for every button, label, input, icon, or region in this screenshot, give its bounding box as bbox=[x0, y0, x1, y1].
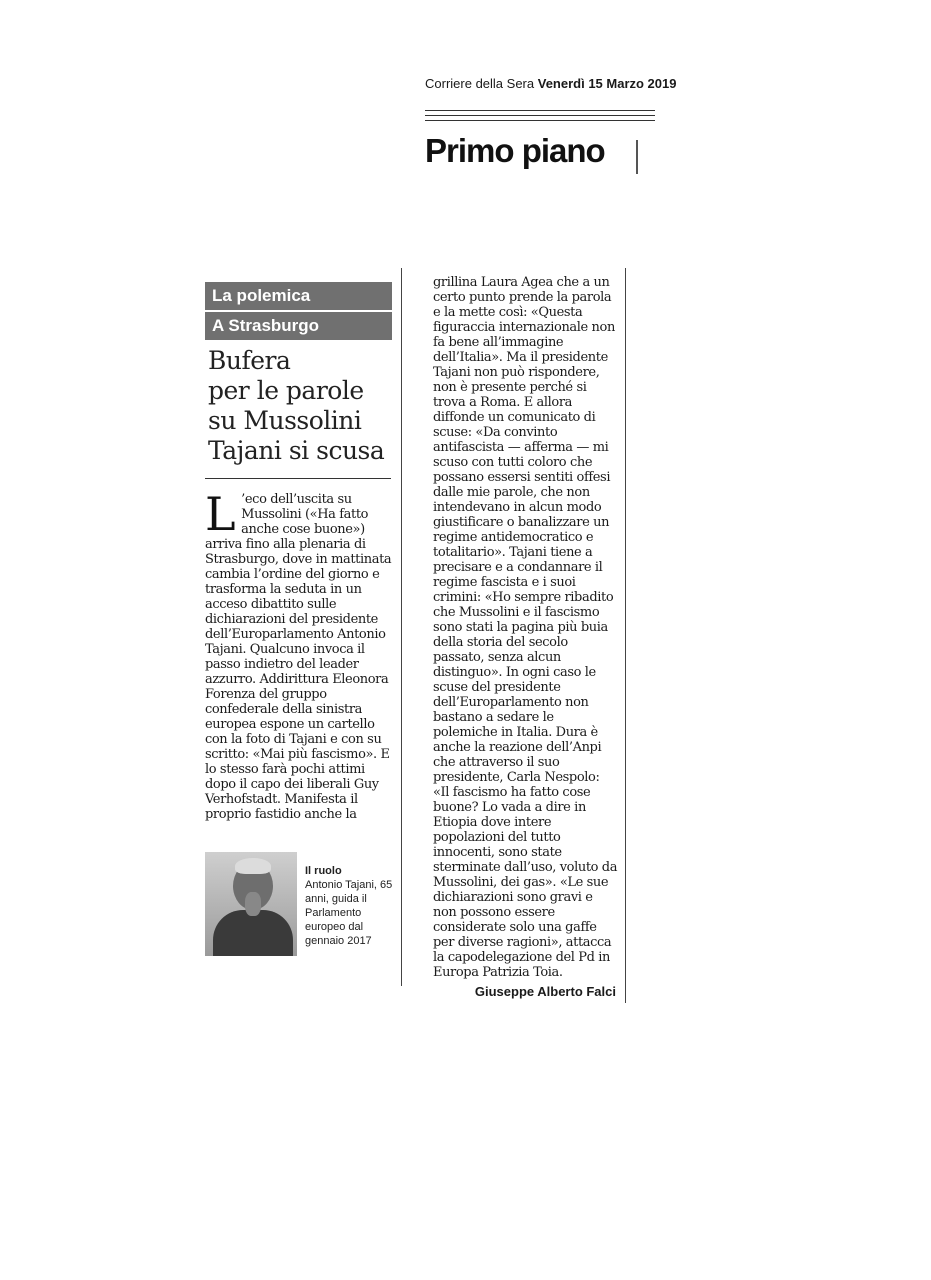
article-text-2: grillina Laura Agea che a un certo punto prende la parola e la mette così: «Questa figuraccia internazionale non fa bene all’immagine dell’Italia». Ma il presidente Tajani non può rispondere, non è presente perché si trova a Roma. E allora diffonde un comunicato di scuse: «Da convinto antifascista — afferma — mi scuso con tutti coloro che possano essersi sentiti offesi dalle mie parole, che non intendevano in alcun modo giustificare o banalizzare un regime antidemocratico e totalitario». Tajani tiene a precisare e a condannare il regime fascista e i suoi crimini: «Ho sempre ribadito che Mussolini e il fascismo sono stati la pagina più buia della storia del secolo passato, senza alcun distinguo». In ogni caso le scuse del presidente dell’Europarlamento non bastano a sedare le polemiche in Italia. Dura è anche la reazione dell’Anpi che attraverso il suo presidente, Carla Nespolo: «Il fascismo ha fatto cose buone? Lo vada a dire in Etiopia dove intere popolazioni del tutto innocenti, sono state sterminate dall’uso, voluto da Mussolini, dei gas». «Le sue dichiarazioni sono gravi e non possono essere considerate solo una gaffe per diverse ragioni», attacca la capodelegazione del Pd in Europa Patrizia Toia. bbox=[433, 275, 618, 980]
kicker-location: A Strasburgo bbox=[205, 312, 392, 340]
column-divider-right bbox=[625, 268, 626, 1003]
section-title: Primo piano bbox=[425, 132, 605, 169]
article-column-1 bbox=[205, 487, 395, 822]
photo-body-shape bbox=[213, 910, 293, 956]
headline-line: Bufera bbox=[208, 346, 291, 375]
headline-divider bbox=[205, 478, 391, 479]
photo-hand-shape bbox=[245, 892, 261, 916]
article-column-2 bbox=[433, 275, 618, 980]
byline: Giuseppe Alberto Falci bbox=[474, 984, 616, 999]
headline-line: su Mussolini bbox=[208, 406, 362, 435]
issue-date: Venerdì 15 Marzo 2019 bbox=[537, 76, 677, 91]
caption-title: Il ruolo bbox=[305, 865, 342, 877]
portrait-photo bbox=[205, 852, 297, 956]
drop-cap: L bbox=[205, 487, 236, 541]
masthead-rules bbox=[425, 110, 655, 125]
headline-line: per le parole bbox=[208, 376, 364, 405]
column-divider bbox=[401, 268, 402, 986]
headline bbox=[208, 346, 398, 466]
photo-caption bbox=[305, 864, 400, 948]
section-bar bbox=[636, 140, 638, 174]
headline-line: Tajani si scusa bbox=[208, 436, 385, 465]
article-text-1: ’eco dell’uscita su Mussolini («Ha fatto anche cose buone») arriva fino alla plenaria di Strasburgo, dove in mattinata cambia l’ordine del giorno e trasforma la seduta in un acceso dibattito sulle dichiarazioni del presidente dell’Europarlamento Antonio Tajani. Qualcuno invoca il passo indietro del leader azzurro. Addirittura Eleonora Forenza del gruppo confederale della sinistra europea espone un cartello con la foto di Tajani e con su scritto: «Mai più fascismo». E lo stesso farà pochi attimi dopo il capo dei liberali Guy Verhofstadt. Manifesta il proprio fastidio anche la bbox=[205, 492, 392, 822]
kicker-topic: La polemica bbox=[205, 282, 392, 310]
photo-hair-shape bbox=[235, 858, 271, 874]
masthead bbox=[425, 76, 677, 91]
caption-text: Antonio Tajani, 65 anni, guida il Parlamento europeo dal gennaio 2017 bbox=[305, 879, 393, 947]
newspaper-name: Corriere della Sera bbox=[425, 76, 535, 91]
